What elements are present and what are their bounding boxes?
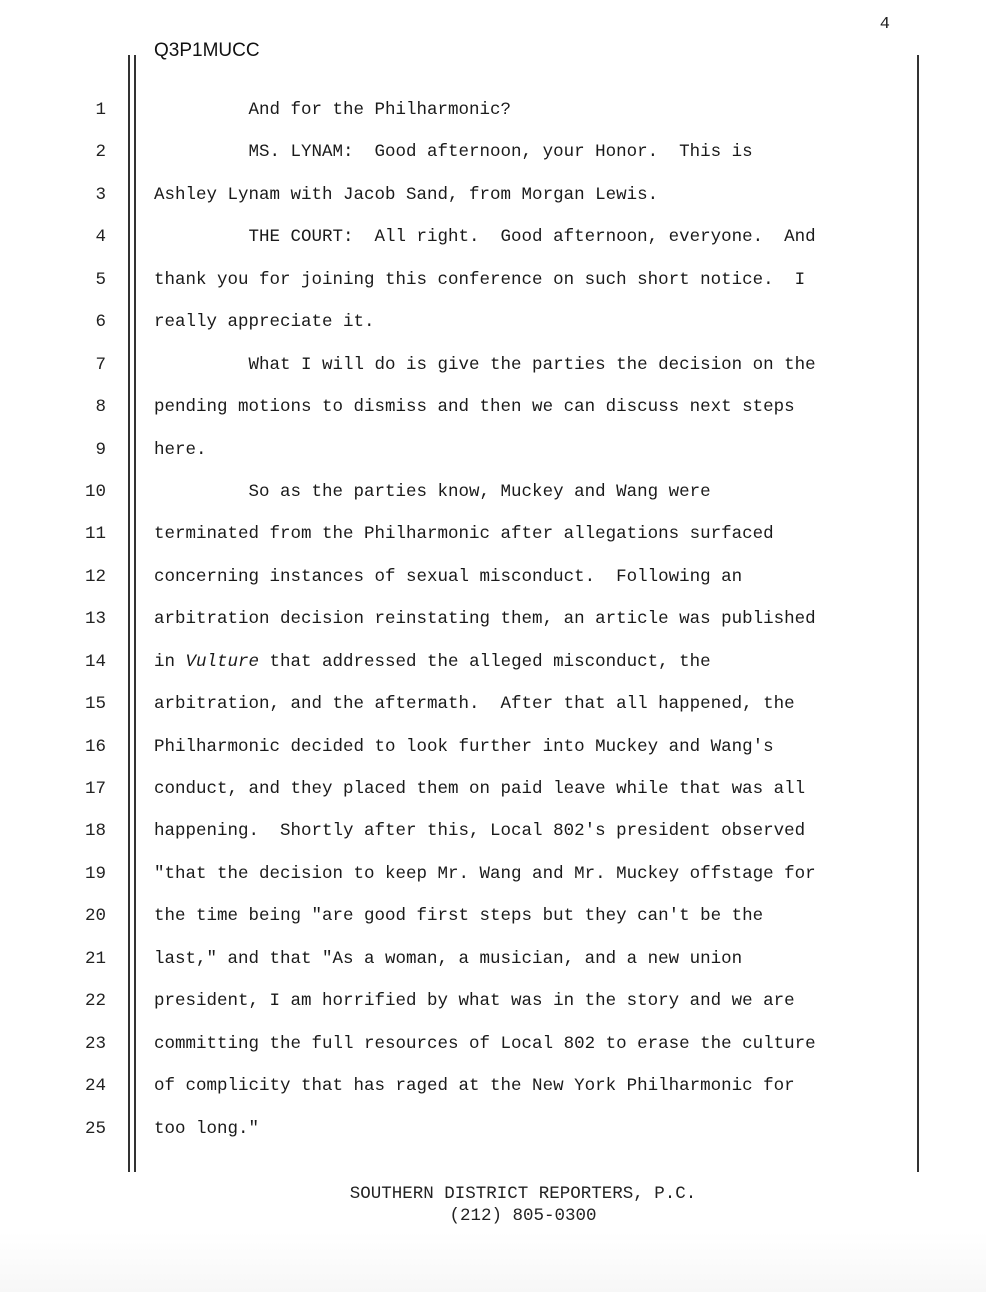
line-text: So as the parties know, Muckey and Wang were bbox=[154, 481, 711, 502]
line-number: 16 bbox=[84, 736, 106, 757]
line-text: What I will do is give the parties the decision on the bbox=[154, 354, 816, 375]
line-text-with-italic bbox=[154, 641, 711, 683]
line-text: president, I am horrified by what was in the story and we are bbox=[154, 991, 795, 1012]
line-number: 8 bbox=[95, 397, 106, 418]
line-number: 20 bbox=[84, 906, 106, 927]
transcript-line bbox=[0, 895, 986, 937]
transcript-line bbox=[0, 1108, 986, 1150]
reporter-name: SOUTHERN DISTRICT REPORTERS, P.C. bbox=[349, 1184, 697, 1204]
line-number: 4 bbox=[95, 227, 106, 248]
transcript-line bbox=[0, 980, 986, 1022]
transcript-line bbox=[0, 768, 986, 810]
line-text-pre: in bbox=[154, 651, 186, 672]
line-text: conduct, and they placed them on paid leave while that was all bbox=[154, 779, 806, 799]
line-text: terminated from the Philharmonic after allegations surfaced bbox=[154, 524, 774, 545]
line-text: too long." bbox=[154, 1118, 260, 1139]
reporter-phone: (212) 805-0300 bbox=[449, 1206, 597, 1226]
line-number: 24 bbox=[84, 1076, 106, 1097]
line-number: 13 bbox=[84, 609, 106, 630]
line-number: 22 bbox=[84, 991, 106, 1012]
publication-title: Vulture bbox=[185, 651, 260, 672]
line-text: of complicity that has raged at the New York Philharmonic for bbox=[154, 1076, 795, 1097]
page-bottom-shade bbox=[0, 1232, 986, 1292]
transcript-line bbox=[0, 386, 986, 428]
line-text: last," and that "As a woman, a musician, and a new union bbox=[154, 948, 743, 969]
transcript-line bbox=[0, 641, 986, 683]
line-text: thank you for joining this conference on such short notice. I bbox=[154, 269, 806, 290]
case-id: Q3P1MUCC bbox=[154, 40, 260, 61]
line-number: 7 bbox=[95, 354, 106, 375]
line-text: "that the decision to keep Mr. Wang and Mr. Muckey offstage for bbox=[154, 863, 816, 884]
line-number: 9 bbox=[95, 439, 106, 460]
line-text: pending motions to dismiss and then we can discuss next steps bbox=[154, 397, 795, 418]
line-number: 15 bbox=[84, 694, 106, 715]
line-number: 2 bbox=[95, 142, 106, 163]
transcript-line bbox=[0, 513, 986, 555]
footer bbox=[0, 1183, 986, 1227]
transcript-line bbox=[0, 471, 986, 513]
line-text: concerning instances of sexual misconduct. Following an bbox=[154, 566, 743, 587]
transcript-line bbox=[0, 853, 986, 895]
transcript-line bbox=[0, 174, 986, 216]
line-number: 1 bbox=[95, 100, 106, 120]
transcript-line bbox=[0, 683, 986, 725]
transcript-line bbox=[0, 556, 986, 598]
transcript-line bbox=[0, 726, 986, 768]
line-number: 17 bbox=[84, 779, 106, 799]
line-number: 25 bbox=[84, 1118, 106, 1139]
line-number: 18 bbox=[84, 821, 106, 842]
line-text: arbitration, and the aftermath. After that all happened, the bbox=[154, 694, 795, 715]
transcript-body bbox=[0, 89, 986, 1150]
line-text: And for the Philharmonic? bbox=[154, 100, 512, 120]
line-text: arbitration decision reinstating them, an article was published bbox=[154, 609, 816, 630]
line-text: the time being "are good first steps but they can't be the bbox=[154, 906, 764, 927]
line-text: committing the full resources of Local 802 to erase the culture bbox=[154, 1033, 816, 1054]
transcript-line bbox=[0, 259, 986, 301]
line-number: 12 bbox=[84, 566, 106, 587]
line-number: 11 bbox=[84, 524, 106, 545]
page-number: 4 bbox=[879, 15, 890, 34]
line-number: 19 bbox=[84, 863, 106, 884]
line-text: really appreciate it. bbox=[154, 312, 375, 333]
line-text: Philharmonic decided to look further into Muckey and Wang's bbox=[154, 736, 774, 757]
line-number: 14 bbox=[84, 651, 106, 672]
line-text: Ashley Lynam with Jacob Sand, from Morgan Lewis. bbox=[154, 184, 659, 205]
line-number: 6 bbox=[95, 312, 106, 333]
line-text: here. bbox=[154, 439, 207, 460]
line-number: 21 bbox=[84, 948, 106, 969]
transcript-line bbox=[0, 89, 986, 131]
line-text: THE COURT: All right. Good afternoon, everyone. And bbox=[154, 227, 816, 248]
transcript-line bbox=[0, 598, 986, 640]
transcript-line bbox=[0, 301, 986, 343]
transcript-line bbox=[0, 344, 986, 386]
line-text: happening. Shortly after this, Local 802's president observed bbox=[154, 821, 806, 842]
line-number: 23 bbox=[84, 1033, 106, 1054]
transcript-line bbox=[0, 810, 986, 852]
transcript-line bbox=[0, 1065, 986, 1107]
line-number: 3 bbox=[95, 184, 106, 205]
transcript-line bbox=[0, 429, 986, 471]
transcript-line bbox=[0, 938, 986, 980]
line-text: MS. LYNAM: Good afternoon, your Honor. This is bbox=[154, 142, 753, 163]
line-text-post: that addressed the alleged misconduct, the bbox=[259, 651, 711, 672]
line-number: 10 bbox=[84, 481, 106, 502]
transcript-line bbox=[0, 216, 986, 258]
transcript-line bbox=[0, 1023, 986, 1065]
line-number: 5 bbox=[95, 269, 106, 290]
transcript-line bbox=[0, 131, 986, 173]
